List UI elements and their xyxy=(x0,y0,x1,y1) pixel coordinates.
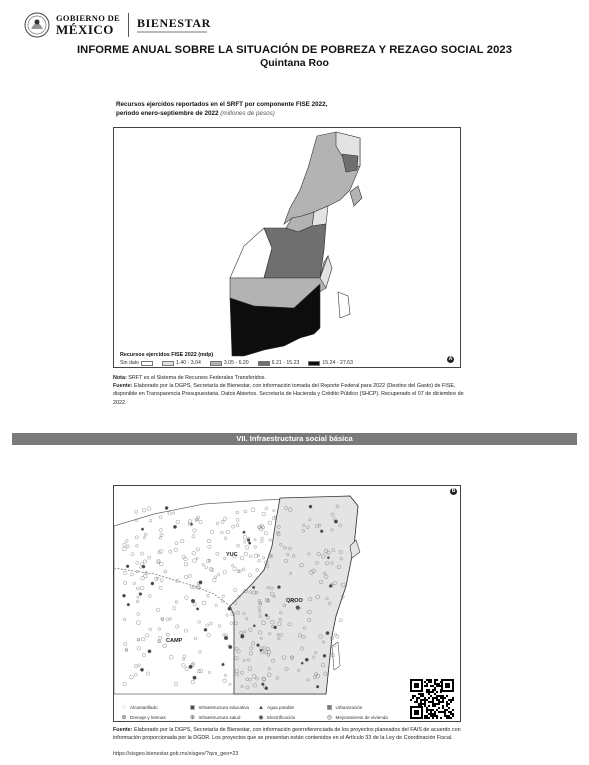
qr-module xyxy=(432,689,434,691)
project-marker xyxy=(274,626,277,629)
legend-label: Infraestructura educativa xyxy=(198,705,250,710)
project-marker xyxy=(243,531,246,534)
qr-module xyxy=(434,705,436,707)
qr-module xyxy=(446,695,448,697)
project-marker xyxy=(151,582,154,585)
qr-module xyxy=(430,711,432,713)
project-marker xyxy=(139,593,142,596)
qr-module xyxy=(450,699,452,701)
qr-module xyxy=(452,697,454,699)
qr-module xyxy=(434,683,436,685)
project-marker xyxy=(140,668,143,671)
label-quintana-roo: QROO xyxy=(286,598,303,604)
nota-label: Nota: xyxy=(113,375,127,381)
qr-module xyxy=(440,711,442,713)
qr-module xyxy=(446,705,448,707)
map1-title-line2: periodo enero-septiembre de 2022 xyxy=(116,110,219,117)
map2-legend xyxy=(120,704,390,721)
legend-label: Mejoramiento de vivienda xyxy=(335,715,388,720)
project-marker xyxy=(141,528,144,531)
legend-item xyxy=(326,714,391,721)
legend-item xyxy=(257,714,322,721)
fuente1-label: Fuente: xyxy=(113,383,133,390)
qr-module xyxy=(418,693,420,695)
qr-module xyxy=(446,701,448,703)
project-marker xyxy=(127,603,130,606)
qr-module xyxy=(422,703,424,705)
legend-label: Sin dato xyxy=(120,360,140,366)
project-marker xyxy=(165,506,168,509)
qr-module xyxy=(432,699,434,701)
qr-module xyxy=(424,699,426,701)
project-marker xyxy=(316,685,319,688)
legend-swatch xyxy=(210,361,222,366)
legend-item xyxy=(120,360,153,366)
qr-module xyxy=(430,681,432,683)
qr-module xyxy=(426,691,428,693)
qr-module xyxy=(442,711,444,713)
project-marker xyxy=(277,586,280,589)
qr-module xyxy=(420,693,422,695)
map-badge-a-icon: A xyxy=(448,356,453,362)
qr-module xyxy=(426,699,428,701)
qr-module xyxy=(426,679,428,681)
qr-module xyxy=(432,685,434,687)
project-marker xyxy=(265,614,268,617)
project-marker xyxy=(334,520,338,524)
qr-module xyxy=(436,717,438,719)
qr-module xyxy=(436,691,438,693)
legend-label: Alcantarillado xyxy=(130,705,158,710)
qr-module xyxy=(448,703,450,705)
qr-module xyxy=(426,717,428,719)
qr-module xyxy=(440,717,442,719)
qr-module xyxy=(438,701,440,703)
qr-module xyxy=(428,679,430,681)
qr-module xyxy=(448,711,450,713)
qr-module xyxy=(424,697,426,699)
legend-label: Agua potable xyxy=(267,705,295,710)
qr-module xyxy=(420,705,422,707)
qr-module xyxy=(448,707,450,709)
qr-module xyxy=(452,715,454,717)
qr-module xyxy=(430,691,432,693)
qr-module xyxy=(436,679,438,681)
water-drop-icon: ◌ xyxy=(122,704,126,711)
qr-module xyxy=(432,709,434,711)
qr-module xyxy=(432,697,434,699)
qr-module xyxy=(418,697,420,699)
qr-module xyxy=(424,705,426,707)
legend-item xyxy=(210,360,249,366)
qr-module xyxy=(438,699,440,701)
project-marker xyxy=(173,525,176,528)
legend-swatch xyxy=(141,361,153,366)
qr-module xyxy=(440,697,442,699)
legend-item xyxy=(120,704,185,711)
project-marker xyxy=(252,586,255,589)
qr-module xyxy=(448,715,450,717)
qr-module xyxy=(430,709,432,711)
qr-module xyxy=(416,697,418,699)
project-marker xyxy=(261,683,264,686)
map1-legend-row xyxy=(120,360,359,366)
qr-module xyxy=(434,713,436,715)
qr-module xyxy=(420,699,422,701)
project-marker xyxy=(193,676,197,680)
health-icon: ⊕ xyxy=(189,715,196,721)
project-marker xyxy=(339,619,342,622)
legend-item xyxy=(326,704,391,711)
qr-module xyxy=(450,717,452,719)
project-marker xyxy=(326,631,329,634)
report-title: INFORME ANUAL SOBRE LA SITUACIÓN DE POBREZA Y REZAGO SOCIAL 2023 xyxy=(76,44,513,56)
qr-module xyxy=(426,683,428,685)
qr-module xyxy=(446,717,448,719)
qr-module xyxy=(450,711,452,713)
qr-module xyxy=(434,681,436,683)
agency-subline xyxy=(137,31,207,33)
qr-module xyxy=(414,701,416,703)
legend-item xyxy=(189,704,254,711)
qr-module xyxy=(430,715,432,717)
project-marker xyxy=(122,594,125,597)
qr-module xyxy=(452,713,454,715)
qr-module xyxy=(420,695,422,697)
map1-caption xyxy=(116,100,327,118)
choropleth-map xyxy=(113,127,461,368)
project-marker xyxy=(309,505,312,508)
qr-module xyxy=(416,699,418,701)
agency-logo xyxy=(137,17,211,33)
qr-module xyxy=(434,703,436,705)
qr-module xyxy=(424,701,426,703)
qr-module xyxy=(434,687,436,689)
qr-module xyxy=(422,695,424,697)
qr-module xyxy=(432,713,434,715)
qr-module xyxy=(444,709,446,711)
qr-module xyxy=(436,709,438,711)
qr-module xyxy=(432,701,434,703)
map1-notes xyxy=(113,374,465,407)
house-icon: ◎ xyxy=(326,715,333,721)
qr-module xyxy=(440,695,442,697)
qr-module xyxy=(438,695,440,697)
qr-module xyxy=(442,699,444,701)
project-marker xyxy=(126,565,129,568)
sisgeo-link[interactable]: https://sisgeo.bienestar.gob.mx/sisgeo/?qvs_geo=23 xyxy=(113,751,239,757)
qr-module xyxy=(428,693,430,695)
qr-module xyxy=(440,691,442,693)
label-campeche: CAMP xyxy=(166,638,183,644)
qr-module xyxy=(436,703,438,705)
quintana-roo-map xyxy=(114,128,460,367)
building-icon: ▦ xyxy=(326,705,333,711)
lightning-icon: ◉ xyxy=(258,715,264,721)
qr-module xyxy=(436,695,438,697)
legend-label: 1.40 - 3.04 xyxy=(176,360,201,366)
nota-text: SRFT es el Sistema de Recursos Federales Transferidos. xyxy=(128,375,266,381)
gov-top-text: GOBIERNO DE xyxy=(56,13,120,24)
qr-module xyxy=(428,709,430,711)
qr-module xyxy=(434,693,436,695)
qr-module xyxy=(410,699,412,701)
qr-module xyxy=(424,717,426,719)
qr-module xyxy=(434,689,436,691)
qr-module xyxy=(448,699,450,701)
qr-module xyxy=(432,715,434,717)
qr-module xyxy=(424,703,426,705)
qr-module xyxy=(418,703,420,705)
fuente2-text: Elaborado por la DGPS, Secretaría de Bienestar, con información georreferenciada de los proyectos planeados del FAIS de acuerdo con información proporcionada por la DGDR. Los proyectos que se presentan están contenidos en el Artículo 33 de la Ley de Coordinación Fiscal. xyxy=(113,727,461,741)
qr-module xyxy=(422,699,424,701)
project-marker xyxy=(229,645,233,649)
qr-module xyxy=(428,691,430,693)
report-state: Quintana Roo xyxy=(260,57,329,69)
qr-module xyxy=(428,697,430,699)
project-marker xyxy=(327,557,329,559)
project-marker xyxy=(301,662,303,664)
qr-module xyxy=(444,711,446,713)
qr-module xyxy=(428,713,430,715)
qr-module xyxy=(430,685,432,687)
qr-module xyxy=(430,695,432,697)
gov-bottom-text: MÉXICO xyxy=(56,21,114,37)
qr-module xyxy=(432,705,434,707)
qr-module xyxy=(416,701,418,703)
qr-module xyxy=(434,679,436,681)
project-marker xyxy=(329,585,332,588)
qr-module xyxy=(436,697,438,699)
qr-code-icon[interactable] xyxy=(410,679,454,719)
agency-name: BIENESTAR xyxy=(137,16,211,30)
government-logo-text xyxy=(56,14,120,36)
legend-label: 6.21 - 15.23 xyxy=(271,360,300,366)
qr-module xyxy=(442,705,444,707)
map1-title-line1: Recursos ejercidos reportados en el SRFT por componente FISE 2022, xyxy=(116,101,328,108)
project-marker xyxy=(135,510,138,513)
mexico-seal-icon xyxy=(22,11,52,39)
project-marker xyxy=(260,649,262,651)
qr-module xyxy=(412,697,414,699)
qr-module xyxy=(420,703,422,705)
fuente2-label: Fuente: xyxy=(113,727,133,733)
qr-module xyxy=(440,681,442,683)
project-marker xyxy=(196,608,199,611)
triangle-icon: ▲ xyxy=(258,704,264,711)
qr-module xyxy=(442,707,444,709)
legend-label: Drenaje y letrinas xyxy=(130,715,166,720)
qr-module xyxy=(450,713,452,715)
legend-swatch xyxy=(308,361,320,366)
legend-item xyxy=(258,360,300,366)
legend-item xyxy=(120,714,185,721)
qr-module xyxy=(440,685,442,687)
legend-item xyxy=(189,714,254,721)
legend-item xyxy=(162,360,201,366)
legend-label: Electrificación xyxy=(267,715,296,720)
legend-swatch xyxy=(162,361,174,366)
map1-title-units: (millones de pesos) xyxy=(220,110,275,117)
qr-module xyxy=(440,701,442,703)
qr-module xyxy=(414,695,416,697)
qr-module xyxy=(436,685,438,687)
qr-module xyxy=(434,697,436,699)
map-badge-b-icon: B xyxy=(451,488,456,494)
qr-module xyxy=(442,695,444,697)
qr-module xyxy=(438,683,440,685)
qr-module xyxy=(438,685,440,687)
qr-module xyxy=(412,695,414,697)
project-marker xyxy=(199,581,203,585)
legend-item xyxy=(308,360,353,366)
project-marker xyxy=(247,539,250,542)
project-marker xyxy=(253,625,255,627)
qr-module xyxy=(430,679,432,681)
qr-module xyxy=(440,689,442,691)
qr-module xyxy=(448,717,450,719)
qr-module xyxy=(426,711,428,713)
qr-module xyxy=(418,705,420,707)
qr-module xyxy=(428,701,430,703)
qr-module xyxy=(434,711,436,713)
qr-module xyxy=(428,681,430,683)
qr-module xyxy=(452,699,454,701)
legend-swatch xyxy=(258,361,270,366)
qr-module xyxy=(436,699,438,701)
project-marker xyxy=(228,607,232,611)
project-marker xyxy=(240,635,244,639)
fuente1-text: Elaborado por la DGPS, Secretaría de Bienestar, con información tomada del Reporte Federal para 2022 (Destino del Gasto) de FISE, disponible en Transparencia Presupuestaria. Datos Abiertos. Secretaría de Hacienda y Crédito Público (SHCP). Recuperado el 07 de diciembre de 2022. xyxy=(113,383,464,406)
qr-module xyxy=(446,709,448,711)
qr-module xyxy=(424,685,426,687)
map1-legend xyxy=(120,352,359,366)
project-marker xyxy=(142,509,146,513)
qr-module xyxy=(428,717,430,719)
qr-module xyxy=(424,681,426,683)
page-header xyxy=(22,10,211,40)
qr-module xyxy=(446,715,448,717)
qr-module xyxy=(444,697,446,699)
projects-map xyxy=(113,485,461,722)
qr-module xyxy=(430,701,432,703)
qr-module xyxy=(442,701,444,703)
legend-item xyxy=(257,704,322,711)
qr-module xyxy=(428,705,430,707)
legend-label: 3.05 - 6.20 xyxy=(223,360,249,366)
qr-module xyxy=(450,701,452,703)
header-divider xyxy=(128,13,129,37)
qr-module xyxy=(424,715,426,717)
project-marker xyxy=(148,650,151,653)
qr-module xyxy=(432,717,434,719)
project-marker xyxy=(222,663,225,666)
qr-module xyxy=(436,715,438,717)
project-marker xyxy=(204,628,207,631)
qr-module xyxy=(422,693,424,695)
project-marker xyxy=(320,530,323,533)
qr-module xyxy=(444,713,446,715)
legend-label: Infraestructura salud xyxy=(198,715,241,720)
label-yucatan: YUC xyxy=(226,552,238,558)
qr-module xyxy=(432,703,434,705)
qr-module xyxy=(444,715,446,717)
qr-module xyxy=(428,689,430,691)
project-marker xyxy=(248,542,251,545)
project-marker xyxy=(323,654,326,657)
map2-notes xyxy=(113,726,465,742)
qr-module xyxy=(426,685,428,687)
project-marker xyxy=(305,658,308,661)
project-marker xyxy=(257,644,260,647)
section-heading: VII. Infraestructura social básica xyxy=(12,433,577,445)
project-marker xyxy=(147,507,151,511)
qr-module xyxy=(436,683,438,685)
qr-module xyxy=(442,697,444,699)
qr-module xyxy=(420,701,422,703)
qr-module xyxy=(430,713,432,715)
project-marker xyxy=(336,635,339,638)
legend-label: Urbanización xyxy=(335,705,363,710)
qr-module xyxy=(438,707,440,709)
qr-module xyxy=(426,707,428,709)
drain-icon: ⊛ xyxy=(121,715,127,721)
project-marker xyxy=(191,599,195,603)
qr-module xyxy=(426,715,428,717)
qr-module xyxy=(432,691,434,693)
qr-module xyxy=(426,709,428,711)
qr-module xyxy=(452,709,454,711)
qr-module xyxy=(446,703,448,705)
qr-module xyxy=(434,715,436,717)
project-marker xyxy=(265,687,268,690)
school-icon: ▣ xyxy=(189,705,196,711)
qr-module xyxy=(426,689,428,691)
project-marker xyxy=(224,636,228,640)
project-marker xyxy=(189,665,193,669)
qr-module xyxy=(438,703,440,705)
qr-module xyxy=(438,711,440,713)
map1-legend-title: Recursos ejercidos FISE 2022 (mdp) xyxy=(120,352,214,358)
legend-label: 15.24 - 27.63 xyxy=(322,360,353,366)
